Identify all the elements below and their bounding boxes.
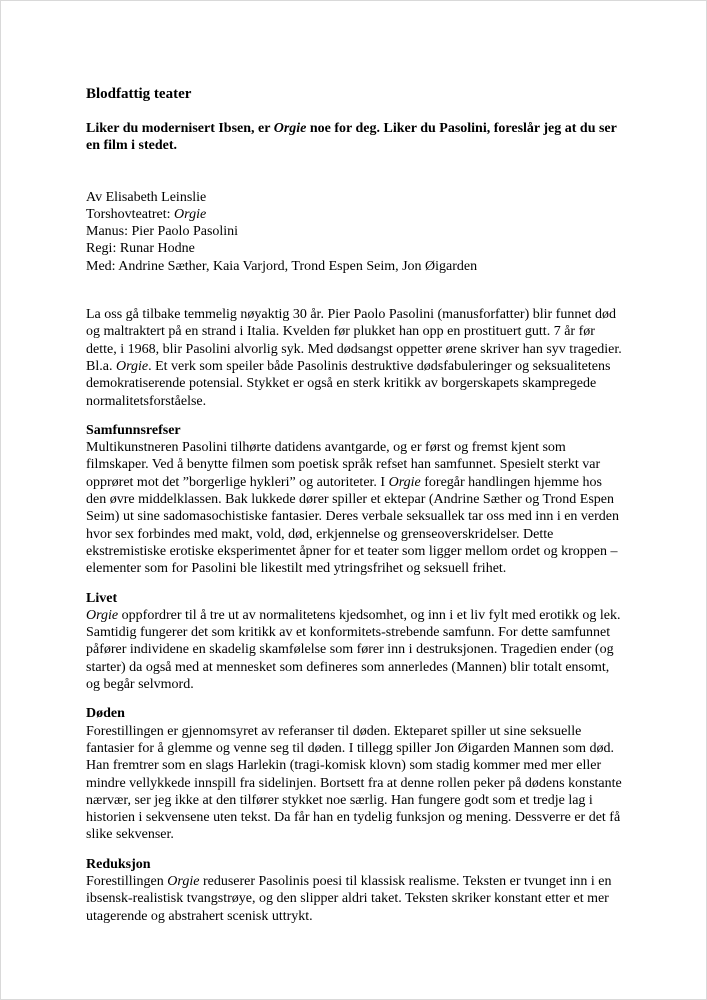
- intro-paragraph: La oss gå tilbake temmelig nøyaktig 30 år. Pier Paolo Pasolini (manusforfatter) blir funnet død og maltraktert på en strand i Italia. Kvelden før plukket han opp en prostituert gutt. 7 år før dette, i 1968, blir Pasolini alvorlig syk. Med dødsangst oppetter ørene skriver han syv tragedier. Bl.a. Orgie. Et verk som speiler både Pasolinis destruktive dødsfabuleringer og seksualitetens demokratiserende potensial. Stykket er også en sterk kritikk av borgerskapets skampregede normalitetsforståelse.: [86, 307, 622, 409]
- section-doden: [86, 705, 624, 843]
- section-heading-reduksjon: Reduksjon: [86, 856, 151, 872]
- section-heading-samfunnsrefser: Samfunnsrefser: [86, 422, 181, 438]
- section-livet: [86, 590, 624, 694]
- credit-director: Regi: Runar Hodne: [86, 241, 195, 257]
- document-title: Blodfattig teater: [86, 86, 192, 102]
- section-samfunnsrefser: [86, 422, 624, 578]
- credit-script: Manus: Pier Paolo Pasolini: [86, 224, 239, 240]
- byline: Av Elisabeth Leinslie: [86, 189, 207, 205]
- credits-block: [86, 189, 624, 275]
- section-paragraph-livet: Orgie oppfordrer til å tre ut av normalitetens kjedsomhet, og inn i et liv fylt med erotikk og lek. Samtidig fungerer det som kritikk av et konformitets-strebende samfunn. For dette samfunnet påfører individene en skadelig skamfølelse som fører inn i destruksjonen. Tragedien ender (og starter) da også med at mennesket som defineres som annerledes (Mannen) blir totalt ensomt, og begår selvmord.: [86, 607, 621, 693]
- section-heading-livet: Livet: [86, 590, 118, 606]
- section-paragraph-reduksjon: Forestillingen Orgie reduserer Pasolinis poesi til klassisk realisme. Teksten er tvunget inn i en ibsensk-realistisk tvangstrøye, og den slipper aldri taket. Teksten skriker konstant etter et mer utagerende og abstrahert scenisk uttrykt.: [86, 873, 612, 924]
- section-paragraph-samfunnsrefser: Multikunstneren Pasolini tilhørte datidens avantgarde, og er først og fremst kjent som filmskaper. Ved å benytte filmen som poetisk språk refset han samfunnet. Spesielt sterkt var opprøret mot det ”borgerlige hykleri” og autoriteter. I Orgie foregår handlingen hjemme hos den øvre middelklassen. Bak lukkede dører spiller et ektepar (Andrine Sæther og Trond Espen Seim) ut sine sadomasochistiske fantasier. Deres verbale seksuallek tar oss med inn i en verden hvor sex forbindes med makt, vold, død, erkjennelse og grenseoverskridelser. Dette ekstremistiske erotiske eksperimentet åpner for et teater som ligger mellom ordet og kroppen – elementer som for Pasolini ble likestilt med ytringsfrihet og seksuell frihet.: [86, 440, 620, 577]
- section-reduksjon: [86, 856, 624, 925]
- credit-theatre: Torshovteatret: Orgie: [86, 206, 207, 222]
- credit-cast: Med: Andrine Sæther, Kaia Varjord, Trond Espen Seim, Jon Øigarden: [86, 258, 478, 274]
- section-heading-doden: Døden: [86, 706, 125, 722]
- section-paragraph-doden: Forestillingen er gjennomsyret av referanser til døden. Ekteparet spiller ut sine seksuelle fantasier for å glemme og venne seg til døden. I tillegg spiller Jon Øigarden Mannen som død. Han fremtrer som en slags Harlekin (tragi-komisk klovn) som stadig kommer med mer eller mindre vellykkede innspill fra sidelinjen. Bortsett fra at denne rollen peker på dødens konstante nærvær, ser jeg ikke at den tilfører stykket noe særlig. Han fungere godt som et tredje lag i historien i sekvensene uten tekst. Da får han en tydelig funksjon og mening. Dessverre er det få slike sekvenser.: [86, 723, 622, 843]
- lede-paragraph: Liker du modernisert Ibsen, er Orgie noe for deg. Liker du Pasolini, foreslår jeg at du ser en film i stedet.: [86, 121, 617, 154]
